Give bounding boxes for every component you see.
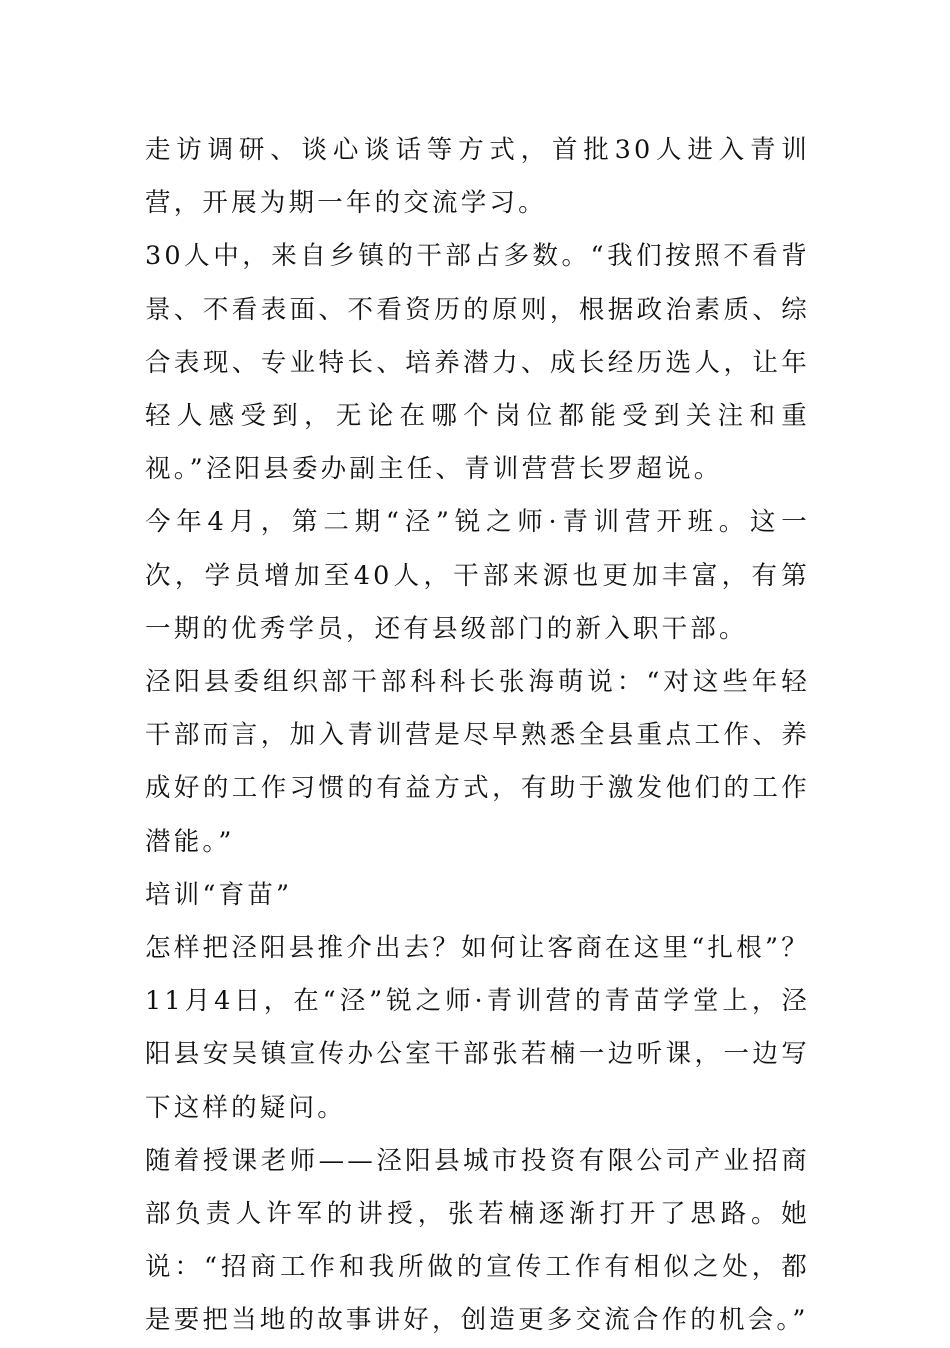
article-body xyxy=(145,124,810,1348)
paragraph-1: 走访调研、谈心谈话等方式，首批30人进入青训营，开展为期一年的交流学习。 xyxy=(145,135,810,219)
paragraph-3: 今年4月，第二期“泾”锐之师·青训营开班。这一次，学员增加至40人，干部来源也更加丰富，有第一期的优秀学员，还有县级部门的新入职干部。 xyxy=(145,507,810,644)
paragraph-2: 30人中，来自乡镇的干部占多数。“我们按照不看背景、不看表面、不看资历的原则，根据政治素质、综合表现、专业特长、培养潜力、成长经历选人，让年轻人感受到，无论在哪个岗位都能受到关注和重视。”泾阳县委办副主任、青训营营长罗超说。 xyxy=(145,241,810,485)
paragraph-4: 泾阳县委组织部干部科科长张海萌说：“对这些年轻干部而言，加入青训营是尽早熟悉全县重点工作、养成好的工作习惯的有益方式，有助于激发他们的工作潜能。” xyxy=(145,667,810,857)
section-heading: 培训“育苗” xyxy=(145,879,293,910)
paragraph-6: 随着授课老师——泾阳县城市投资有限公司产业招商部负责人许军的讲授，张若楠逐渐打开了思路。她说：“招商工作和我所做的宣传工作有相似之处，都是要把当地的故事讲好，创造更多交流合作的机会。” xyxy=(145,1145,810,1336)
paragraph-5: 怎样把泾阳县推介出去？如何让客商在这里“扎根”？11月4日，在“泾”锐之师·青训营的青苗学堂上，泾阳县安吴镇宣传办公室干部张若楠一边听课，一边写下这样的疑问。 xyxy=(145,933,810,1123)
